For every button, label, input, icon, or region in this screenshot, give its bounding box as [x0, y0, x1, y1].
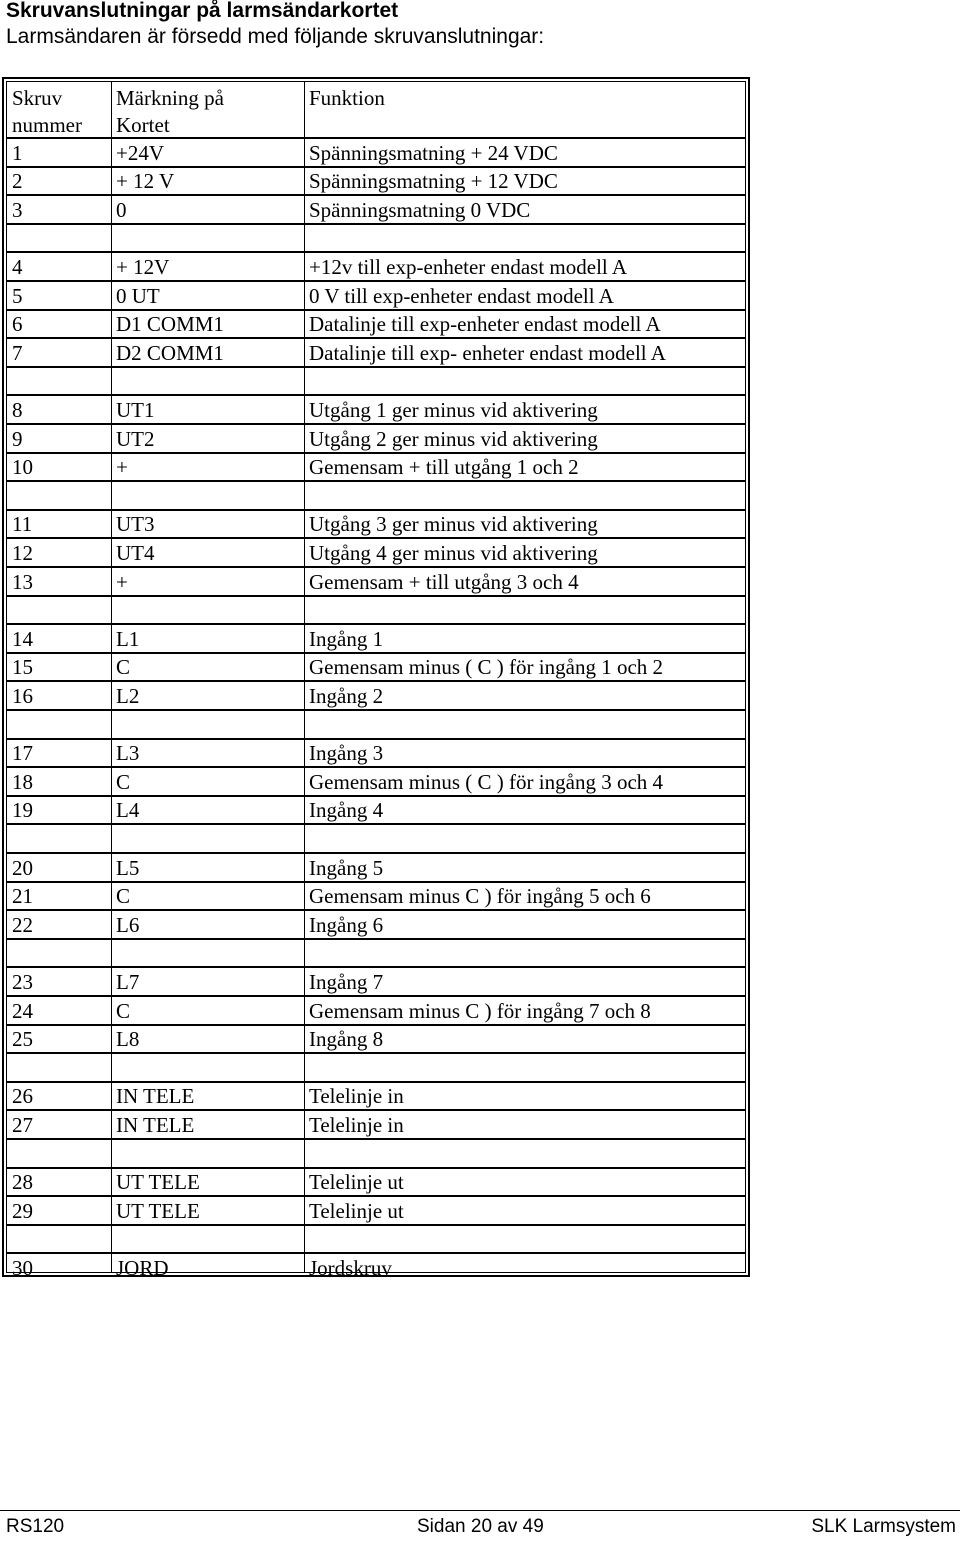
cell-skruv-nummer: 29: [12, 1198, 33, 1223]
column-divider: [111, 82, 112, 1272]
cell-skruv-nummer: 19: [12, 798, 33, 823]
header-funktion: Funktion: [309, 86, 385, 110]
cell-markning: L3: [116, 741, 140, 766]
cell-markning: UT TELE: [116, 1170, 200, 1195]
cell-skruv-nummer: 28: [12, 1170, 33, 1195]
cell-skruv-nummer: 12: [12, 540, 33, 565]
cell-funktion: Utgång 1 ger minus vid aktivering: [309, 397, 598, 422]
cell-skruv-nummer: 2: [12, 169, 23, 194]
cell-markning: UT1: [116, 397, 155, 422]
footer-company: SLK Larmsystem: [811, 1516, 956, 1537]
cell-skruv-nummer: 7: [12, 340, 23, 365]
cell-funktion: Ingång 7: [309, 969, 384, 994]
cell-markning: L5: [116, 855, 140, 880]
cell-markning: JORD: [116, 1255, 169, 1280]
cell-funktion: Gemensam minus ( C ) för ingång 1 och 2: [309, 655, 664, 680]
cell-skruv-nummer: 20: [12, 855, 33, 880]
cell-funktion: Ingång 6: [309, 912, 384, 937]
cell-funktion: Ingång 2: [309, 683, 384, 708]
cell-skruv-nummer: 4: [12, 254, 23, 279]
intro-text: Larmsändaren är försedd med följande skruvanslutningar:: [6, 25, 545, 48]
row-divider: [7, 366, 745, 368]
cell-funktion: Gemensam + till utgång 3 och 4: [309, 569, 579, 594]
cell-skruv-nummer: 15: [12, 655, 33, 680]
cell-markning: UT3: [116, 512, 155, 537]
cell-funktion: Ingång 3: [309, 741, 384, 766]
cell-funktion: 0 V till exp-enheter endast modell A: [309, 283, 614, 308]
screw-connection-table: [2, 77, 750, 1280]
cell-markning: UT TELE: [116, 1198, 200, 1223]
cell-funktion: Ingång 5: [309, 855, 384, 880]
cell-skruv-nummer: 3: [12, 197, 23, 222]
cell-markning: L1: [116, 626, 140, 651]
row-divider: [7, 1224, 745, 1226]
column-divider: [304, 82, 305, 1272]
cell-funktion: Datalinje till exp-enheter endast modell A: [309, 312, 661, 337]
cell-markning: 0: [116, 197, 127, 222]
table-grid: [6, 81, 746, 1280]
cell-markning: IN TELE: [116, 1084, 195, 1109]
cell-skruv-nummer: 1: [12, 140, 23, 165]
row-divider: [7, 709, 745, 711]
row-divider: [7, 223, 745, 225]
cell-markning: UT4: [116, 540, 155, 565]
header-skruv-nummer: nummer: [12, 113, 82, 137]
cell-skruv-nummer: 22: [12, 912, 33, 937]
cell-markning: 0 UT: [116, 283, 160, 308]
page-title: Skruvanslutningar på larmsändarkortet: [6, 0, 399, 22]
cell-markning: D2 COMM1: [116, 340, 224, 365]
cell-funktion: Ingång 4: [309, 798, 384, 823]
cell-skruv-nummer: 25: [12, 1027, 33, 1052]
cell-markning: IN TELE: [116, 1112, 195, 1137]
cell-funktion: Datalinje till exp- enheter endast modell A: [309, 340, 666, 365]
row-divider: [7, 823, 745, 825]
cell-skruv-nummer: 24: [12, 998, 33, 1023]
footer-document-code: RS120: [6, 1516, 65, 1537]
cell-markning: L4: [116, 798, 140, 823]
row-divider: [7, 480, 745, 482]
cell-skruv-nummer: 14: [12, 626, 33, 651]
cell-skruv-nummer: 9: [12, 426, 23, 451]
cell-markning: C: [116, 884, 131, 909]
cell-markning: + 12V: [116, 254, 170, 279]
cell-markning: +: [116, 455, 128, 480]
header-markning: Kortet: [116, 113, 170, 137]
row-divider: [7, 1138, 745, 1140]
cell-funktion: Utgång 3 ger minus vid aktivering: [309, 512, 598, 537]
cell-funktion: Spänningsmatning + 24 VDC: [309, 140, 558, 165]
header-markning: Märkning på: [116, 86, 224, 110]
cell-skruv-nummer: 17: [12, 741, 33, 766]
row-divider: [7, 938, 745, 940]
footer-page-number: Sidan 20 av 49: [417, 1516, 544, 1537]
cell-skruv-nummer: 27: [12, 1112, 33, 1137]
cell-skruv-nummer: 21: [12, 884, 33, 909]
cell-funktion: Ingång 1: [309, 626, 384, 651]
cell-funktion: Telelinje ut: [309, 1170, 404, 1195]
cell-funktion: Telelinje in: [309, 1112, 404, 1137]
cell-funktion: Telelinje in: [309, 1084, 404, 1109]
cell-funktion: Spänningsmatning 0 VDC: [309, 197, 531, 222]
cell-funktion: Gemensam minus ( C ) för ingång 3 och 4: [309, 769, 664, 794]
cell-skruv-nummer: 30: [12, 1255, 33, 1280]
cell-funktion: Gemensam + till utgång 1 och 2: [309, 455, 579, 480]
row-divider: [7, 595, 745, 597]
row-divider: [7, 1052, 745, 1054]
cell-funktion: Gemensam minus C ) för ingång 5 och 6: [309, 884, 651, 909]
footer-divider: [0, 1510, 960, 1511]
cell-funktion: Telelinje ut: [309, 1198, 404, 1223]
cell-funktion: +12v till exp-enheter endast modell A: [309, 254, 628, 279]
cell-skruv-nummer: 6: [12, 312, 23, 337]
cell-skruv-nummer: 16: [12, 683, 33, 708]
cell-skruv-nummer: 26: [12, 1084, 33, 1109]
cell-skruv-nummer: 11: [12, 512, 33, 537]
cell-funktion: Spänningsmatning + 12 VDC: [309, 169, 558, 194]
header-skruv-nummer: Skruv: [12, 86, 63, 110]
cell-skruv-nummer: 13: [12, 569, 33, 594]
cell-skruv-nummer: 23: [12, 969, 33, 994]
cell-markning: +24V: [116, 140, 165, 165]
cell-markning: L7: [116, 969, 140, 994]
cell-markning: + 12 V: [116, 169, 175, 194]
cell-skruv-nummer: 10: [12, 455, 33, 480]
cell-markning: C: [116, 998, 131, 1023]
cell-markning: C: [116, 769, 131, 794]
cell-funktion: Ingång 8: [309, 1027, 384, 1052]
cell-skruv-nummer: 18: [12, 769, 33, 794]
cell-markning: D1 COMM1: [116, 312, 224, 337]
cell-markning: L2: [116, 683, 140, 708]
cell-funktion: Gemensam minus C ) för ingång 7 och 8: [309, 998, 651, 1023]
cell-funktion: Utgång 2 ger minus vid aktivering: [309, 426, 598, 451]
cell-markning: UT2: [116, 426, 155, 451]
cell-markning: C: [116, 655, 131, 680]
cell-funktion: Utgång 4 ger minus vid aktivering: [309, 540, 598, 565]
cell-skruv-nummer: 5: [12, 283, 23, 308]
cell-markning: L6: [116, 912, 140, 937]
cell-funktion: Jordskruv: [309, 1255, 392, 1280]
cell-skruv-nummer: 8: [12, 397, 23, 422]
cell-markning: +: [116, 569, 128, 594]
cell-markning: L8: [116, 1027, 140, 1052]
